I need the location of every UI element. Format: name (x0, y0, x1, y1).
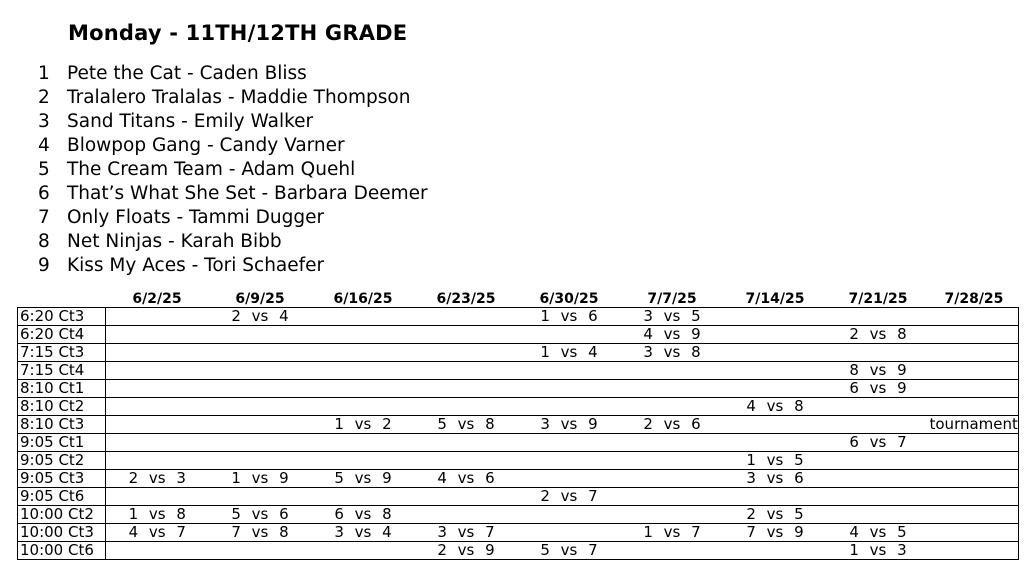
match-cell (106, 326, 209, 344)
match-cell (724, 308, 827, 326)
match-cell: 1 vs 8 (106, 506, 209, 524)
time-slot: 10:00 Ct6 (18, 542, 106, 560)
match-cell: 5 vs 6 (209, 506, 312, 524)
match-cell (930, 362, 1019, 380)
match-cell (518, 434, 621, 452)
team-number: 8 (38, 231, 50, 252)
match-cell (415, 308, 518, 326)
match-cell (827, 488, 930, 506)
match-cell (209, 344, 312, 362)
match-cell: 2 vs 4 (209, 308, 312, 326)
table-row (18, 542, 1019, 560)
match-cell (827, 452, 930, 470)
match-cell: 5 vs 8 (415, 416, 518, 434)
match-cell: 5 vs 9 (312, 470, 415, 488)
team-name: Pete the Cat - Caden Bliss (67, 63, 307, 84)
match-cell (724, 344, 827, 362)
team-number: 6 (38, 183, 50, 204)
match-cell: 4 vs 5 (827, 524, 930, 542)
date-header: 6/2/25 (132, 291, 182, 307)
match-cell (209, 380, 312, 398)
match-cell (415, 380, 518, 398)
match-cell: 8 vs 9 (827, 362, 930, 380)
match-cell (621, 398, 724, 416)
match-cell (518, 326, 621, 344)
team-number: 9 (38, 255, 50, 276)
match-cell (724, 542, 827, 560)
match-cell (209, 362, 312, 380)
team-number: 1 (38, 63, 50, 84)
match-cell (106, 362, 209, 380)
match-cell (621, 362, 724, 380)
match-cell (106, 434, 209, 452)
team-name: Tralalero Tralalas - Maddie Thompson (67, 87, 411, 108)
table-row (18, 362, 1019, 380)
match-cell (209, 434, 312, 452)
list-item (38, 158, 428, 182)
team-name: Kiss My Aces - Tori Schaefer (67, 255, 325, 276)
time-slot: 10:00 Ct2 (18, 506, 106, 524)
match-cell (312, 380, 415, 398)
match-cell (415, 452, 518, 470)
match-cell: 2 vs 3 (106, 470, 209, 488)
list-item (38, 206, 428, 230)
match-cell: 7 vs 8 (209, 524, 312, 542)
match-cell: 1 vs 4 (518, 344, 621, 362)
date-header: 6/9/25 (235, 291, 285, 307)
match-cell: 3 vs 8 (621, 344, 724, 362)
match-cell (106, 344, 209, 362)
table-row (18, 326, 1019, 344)
match-cell (415, 326, 518, 344)
match-cell (930, 506, 1019, 524)
match-cell (827, 506, 930, 524)
match-cell (930, 326, 1019, 344)
match-cell (312, 362, 415, 380)
match-cell (312, 308, 415, 326)
match-cell (827, 344, 930, 362)
match-cell (518, 362, 621, 380)
time-slot: 9:05 Ct1 (18, 434, 106, 452)
table-row (18, 398, 1019, 416)
match-cell: 4 vs 8 (724, 398, 827, 416)
match-cell: 2 vs 5 (724, 506, 827, 524)
match-cell (930, 380, 1019, 398)
match-cell (724, 326, 827, 344)
match-cell (827, 470, 930, 488)
match-cell (724, 434, 827, 452)
table-row (18, 434, 1019, 452)
team-list (38, 62, 428, 278)
match-cell (106, 398, 209, 416)
match-cell (621, 470, 724, 488)
match-cell (415, 488, 518, 506)
match-cell: 1 vs 2 (312, 416, 415, 434)
match-cell: 2 vs 6 (621, 416, 724, 434)
match-cell (209, 542, 312, 560)
match-cell (518, 398, 621, 416)
time-slot: 6:20 Ct4 (18, 326, 106, 344)
match-cell: 2 vs 7 (518, 488, 621, 506)
table-row (18, 470, 1019, 488)
match-cell (415, 344, 518, 362)
match-cell (415, 506, 518, 524)
table-row (18, 344, 1019, 362)
match-cell (312, 488, 415, 506)
match-cell (518, 524, 621, 542)
match-cell: 7 vs 9 (724, 524, 827, 542)
match-cell (930, 398, 1019, 416)
team-number: 3 (38, 111, 50, 132)
match-cell (724, 488, 827, 506)
match-cell (621, 488, 724, 506)
match-cell (621, 506, 724, 524)
match-cell (209, 488, 312, 506)
match-cell (312, 452, 415, 470)
list-item (38, 134, 428, 158)
match-cell (621, 434, 724, 452)
match-cell: 3 vs 7 (415, 524, 518, 542)
match-cell (209, 326, 312, 344)
team-number: 7 (38, 207, 50, 228)
list-item (38, 182, 428, 206)
match-cell: 4 vs 7 (106, 524, 209, 542)
time-slot: 9:05 Ct3 (18, 470, 106, 488)
match-cell (827, 308, 930, 326)
match-cell: tournament (929, 415, 1018, 433)
time-slot: 10:00 Ct3 (18, 524, 106, 542)
match-cell (312, 434, 415, 452)
list-item (38, 62, 428, 86)
team-number: 4 (38, 135, 50, 156)
table-row (18, 416, 1019, 434)
match-cell (724, 362, 827, 380)
match-cell (518, 470, 621, 488)
match-cell (930, 308, 1019, 326)
match-cell (724, 416, 827, 434)
date-header: 7/14/25 (745, 291, 805, 307)
corner-header (18, 290, 106, 308)
match-cell (415, 434, 518, 452)
team-name: That’s What She Set - Barbara Deemer (67, 183, 428, 204)
match-cell (106, 452, 209, 470)
match-cell: 1 vs 6 (518, 308, 621, 326)
time-slot: 9:05 Ct2 (18, 452, 106, 470)
match-cell (415, 398, 518, 416)
match-cell (106, 542, 209, 560)
match-cell (106, 308, 209, 326)
date-header: 7/28/25 (944, 291, 1004, 307)
list-item (38, 86, 428, 110)
match-cell: 1 vs 7 (621, 524, 724, 542)
date-header-row (18, 290, 1019, 308)
table-row (18, 308, 1019, 326)
match-cell (312, 398, 415, 416)
match-cell: 1 vs 9 (209, 470, 312, 488)
match-cell (312, 326, 415, 344)
match-cell: 3 vs 4 (312, 524, 415, 542)
match-cell (209, 416, 312, 434)
match-cell (518, 452, 621, 470)
match-cell (827, 416, 930, 434)
time-slot: 6:20 Ct3 (18, 308, 106, 326)
match-cell (518, 380, 621, 398)
match-cell (930, 470, 1019, 488)
match-cell: 4 vs 9 (621, 326, 724, 344)
match-cell (415, 362, 518, 380)
team-number: 2 (38, 87, 50, 108)
match-cell (209, 452, 312, 470)
date-header: 7/7/25 (647, 291, 697, 307)
schedule-table (17, 290, 1019, 560)
team-name: Sand Titans - Emily Walker (67, 111, 314, 132)
match-cell (827, 398, 930, 416)
time-slot: 8:10 Ct2 (18, 398, 106, 416)
match-cell (106, 488, 209, 506)
team-name: Net Ninjas - Karah Bibb (67, 231, 282, 252)
match-cell: 6 vs 8 (312, 506, 415, 524)
match-cell: 1 vs 5 (724, 452, 827, 470)
date-header: 7/21/25 (848, 291, 908, 307)
match-cell (312, 344, 415, 362)
match-cell: 3 vs 5 (621, 308, 724, 326)
match-cell (621, 380, 724, 398)
table-row (18, 380, 1019, 398)
time-slot: 7:15 Ct3 (18, 344, 106, 362)
team-name: The Cream Team - Adam Quehl (67, 159, 356, 180)
match-cell (106, 380, 209, 398)
date-header: 6/30/25 (539, 291, 599, 307)
team-name: Blowpop Gang - Candy Varner (67, 135, 345, 156)
time-slot: 8:10 Ct1 (18, 380, 106, 398)
table-row (18, 488, 1019, 506)
team-number: 5 (38, 159, 50, 180)
match-cell (930, 488, 1019, 506)
match-cell (621, 542, 724, 560)
match-cell: 3 vs 9 (518, 416, 621, 434)
table-row (18, 506, 1019, 524)
match-cell: 4 vs 6 (415, 470, 518, 488)
match-cell (930, 434, 1019, 452)
match-cell (724, 380, 827, 398)
match-cell (518, 506, 621, 524)
match-cell (930, 344, 1019, 362)
team-name: Only Floats - Tammi Dugger (67, 207, 325, 228)
table-row (18, 524, 1019, 542)
match-cell: 1 vs 3 (827, 542, 930, 560)
list-item (38, 254, 428, 278)
match-cell: 3 vs 6 (724, 470, 827, 488)
match-cell (930, 452, 1019, 470)
table-row (18, 452, 1019, 470)
date-header: 6/23/25 (436, 291, 496, 307)
match-cell (621, 452, 724, 470)
date-header: 6/16/25 (333, 291, 393, 307)
time-slot: 9:05 Ct6 (18, 488, 106, 506)
match-cell (930, 542, 1019, 560)
time-slot: 8:10 Ct3 (18, 416, 106, 434)
match-cell: 2 vs 9 (415, 542, 518, 560)
match-cell: 6 vs 9 (827, 380, 930, 398)
match-cell: 2 vs 8 (827, 326, 930, 344)
match-cell: 5 vs 7 (518, 542, 621, 560)
match-cell (106, 416, 209, 434)
list-item (38, 110, 428, 134)
match-cell: 6 vs 7 (827, 434, 930, 452)
list-item (38, 230, 428, 254)
match-cell (312, 542, 415, 560)
match-cell (209, 398, 312, 416)
match-cell (930, 524, 1019, 542)
page-title: Monday - 11TH/12TH GRADE (68, 21, 408, 45)
time-slot: 7:15 Ct4 (18, 362, 106, 380)
